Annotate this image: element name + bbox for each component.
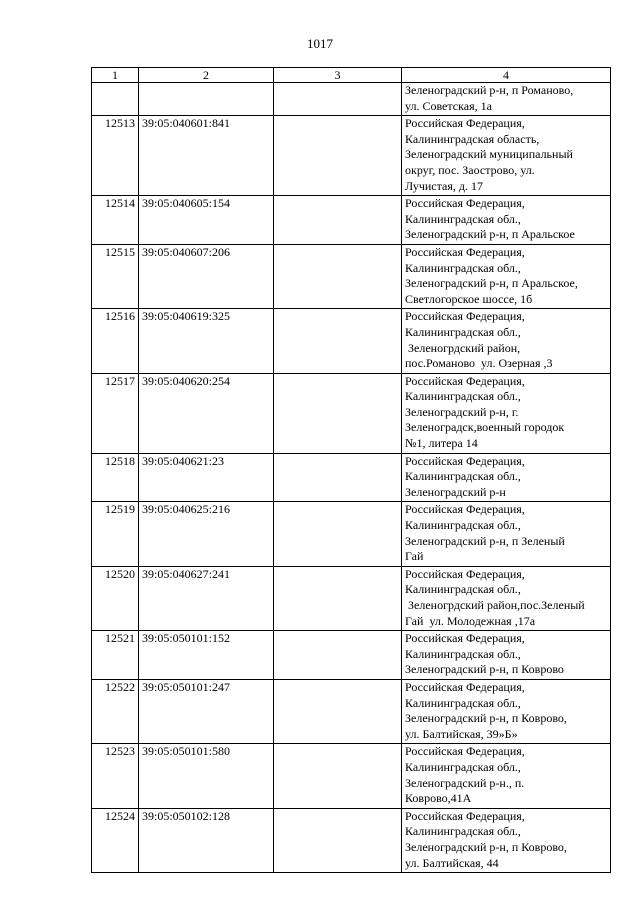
address-line: пос.Романово ул. Озерная ,3	[405, 356, 553, 371]
address-line: Зеленоградский р-н, п Коврово	[405, 662, 564, 677]
address-cell	[402, 83, 611, 116]
address-line: Российская Федерация,	[405, 808, 525, 823]
address-cell	[402, 453, 611, 502]
address-line: Российская Федерация,	[405, 196, 525, 211]
address-line: Российская Федерация,	[405, 309, 525, 324]
column-3-cell	[274, 679, 402, 743]
address-cell	[402, 116, 611, 196]
address-line: Российская Федерация,	[405, 566, 525, 581]
address-line: Зеленоградский р-н, п Коврово,	[405, 839, 567, 854]
address-line: округ, пос. Заострово, ул.	[405, 162, 535, 177]
address-cell	[402, 808, 611, 872]
address-line: Зеленоградский р-н, п Аральское	[405, 227, 575, 242]
address-cell	[402, 309, 611, 373]
column-3-cell	[274, 502, 402, 566]
address-line: Российская Федерация,	[405, 631, 525, 646]
address-line: Зеленогрдский район,	[405, 340, 521, 355]
column-3-cell	[274, 373, 402, 453]
address-cell	[402, 679, 611, 743]
table-header-row	[92, 68, 611, 83]
column-3-cell	[274, 116, 402, 196]
address-line: Зеленоградский р-н, п Аральское,	[405, 276, 578, 291]
address-line: Российская Федерация,	[405, 679, 525, 694]
address-cell	[402, 744, 611, 808]
column-3-cell	[274, 744, 402, 808]
address-line: Зеленоградский р-н	[405, 484, 506, 499]
table-row	[92, 116, 611, 196]
column-header-4: 4	[402, 68, 611, 83]
cadastral-number-cell: 39:05:040607:206	[139, 244, 274, 308]
row-number-cell: 12521	[92, 631, 139, 680]
address-line: Зеленоградский муниципальный	[405, 147, 573, 162]
address-line: Калининградская область,	[405, 131, 540, 146]
table-row	[92, 808, 611, 872]
cadastral-number-cell: 39:05:040605:154	[139, 196, 274, 245]
row-number-cell: 12519	[92, 502, 139, 566]
address-line: Калининградская обл.,	[405, 824, 521, 839]
address-line: Зеленоградский р-н, г.	[405, 404, 519, 419]
column-3-cell	[274, 83, 402, 116]
address-line: Зеленоградский р-н., п.	[405, 775, 525, 790]
address-line: Калининградская обл.,	[405, 759, 521, 774]
cadastral-number-cell: 39:05:040620:254	[139, 373, 274, 453]
cadastral-number-cell: 39:05:040625:216	[139, 502, 274, 566]
address-line: Гай ул. Молодежная ,17а	[405, 613, 536, 628]
address-line: Зеленоградск,военный городок	[405, 420, 565, 435]
address-cell	[402, 196, 611, 245]
row-number-cell: 12523	[92, 744, 139, 808]
address-line: Калининградская обл.,	[405, 389, 521, 404]
column-3-cell	[274, 808, 402, 872]
table-body	[92, 83, 611, 873]
table-row	[92, 83, 611, 116]
table-row	[92, 373, 611, 453]
address-cell	[402, 502, 611, 566]
row-number-cell	[92, 83, 139, 116]
address-line: ул. Балтийская, 39»Б»	[405, 726, 518, 741]
page-number: 1017	[307, 36, 333, 51]
column-header-1: 1	[92, 68, 139, 83]
row-number-cell: 12520	[92, 566, 139, 630]
address-line: Зеленоградский р-н, п Коврово,	[405, 711, 567, 726]
cadastral-number-cell	[139, 83, 274, 116]
address-line: Калининградская обл.,	[405, 211, 521, 226]
row-number-cell: 12514	[92, 196, 139, 245]
table-row	[92, 244, 611, 308]
address-line: Калининградская обл.,	[405, 646, 521, 661]
column-3-cell	[274, 566, 402, 630]
address-line: Зеленоградский р-н, п Зеленый	[405, 533, 565, 548]
address-line: Гай	[405, 549, 424, 564]
table-row	[92, 566, 611, 630]
address-line: Калининградская обл.,	[405, 324, 521, 339]
address-cell	[402, 244, 611, 308]
cadastral-number-cell: 39:05:050101:247	[139, 679, 274, 743]
cadastral-number-cell: 39:05:040601:841	[139, 116, 274, 196]
cadastral-number-cell: 39:05:050101:580	[139, 744, 274, 808]
table-row	[92, 502, 611, 566]
address-line: ул. Балтийская, 44	[405, 855, 499, 870]
table-row	[92, 744, 611, 808]
address-line: Зеленогрдский район,пос.Зеленый	[405, 598, 585, 612]
address-line: Коврово,41А	[405, 791, 472, 806]
row-number-cell: 12516	[92, 309, 139, 373]
address-line: Калининградская обл.,	[405, 518, 521, 533]
address-line: Российская Федерация,	[405, 502, 525, 517]
table-row	[92, 631, 611, 680]
cadastral-number-cell: 39:05:040619:325	[139, 309, 274, 373]
cadastral-number-cell: 39:05:040627:241	[139, 566, 274, 630]
cadastral-number-cell: 39:05:050102:128	[139, 808, 274, 872]
address-line: ул. Советская, 1а	[405, 98, 492, 113]
table-row	[92, 679, 611, 743]
table-row	[92, 196, 611, 245]
address-line: Лучистая, д. 17	[405, 178, 483, 193]
registry-table	[91, 67, 611, 873]
address-line: Зеленоградский р-н, п Романово,	[405, 83, 574, 97]
address-line: Российская Федерация,	[405, 244, 525, 259]
row-number-cell: 12515	[92, 244, 139, 308]
address-cell	[402, 566, 611, 630]
row-number-cell: 12517	[92, 373, 139, 453]
table-row	[92, 453, 611, 502]
address-cell	[402, 631, 611, 680]
address-line: Российская Федерация,	[405, 373, 525, 388]
address-line: Калининградская обл.,	[405, 469, 521, 484]
column-3-cell	[274, 309, 402, 373]
row-number-cell: 12524	[92, 808, 139, 872]
cadastral-number-cell: 39:05:050101:152	[139, 631, 274, 680]
column-3-cell	[274, 244, 402, 308]
cadastral-number-cell: 39:05:040621:23	[139, 453, 274, 502]
column-3-cell	[274, 631, 402, 680]
row-number-cell: 12518	[92, 453, 139, 502]
column-header-3: 3	[274, 68, 402, 83]
column-header-2: 2	[139, 68, 274, 83]
address-line: Светлогорское шоссе, 1б	[405, 291, 533, 306]
address-line: Российская Федерация,	[405, 744, 525, 759]
row-number-cell: 12513	[92, 116, 139, 196]
address-line: Калининградская обл.,	[405, 582, 521, 597]
address-cell	[402, 373, 611, 453]
address-line: №1, литера 14	[405, 436, 478, 451]
table-row	[92, 309, 611, 373]
address-line: Российская Федерация,	[405, 116, 525, 131]
address-line: Калининградская обл.,	[405, 260, 521, 275]
address-line: Российская Федерация,	[405, 453, 525, 468]
column-3-cell	[274, 196, 402, 245]
column-3-cell	[274, 453, 402, 502]
address-line: Калининградская обл.,	[405, 695, 521, 710]
row-number-cell: 12522	[92, 679, 139, 743]
